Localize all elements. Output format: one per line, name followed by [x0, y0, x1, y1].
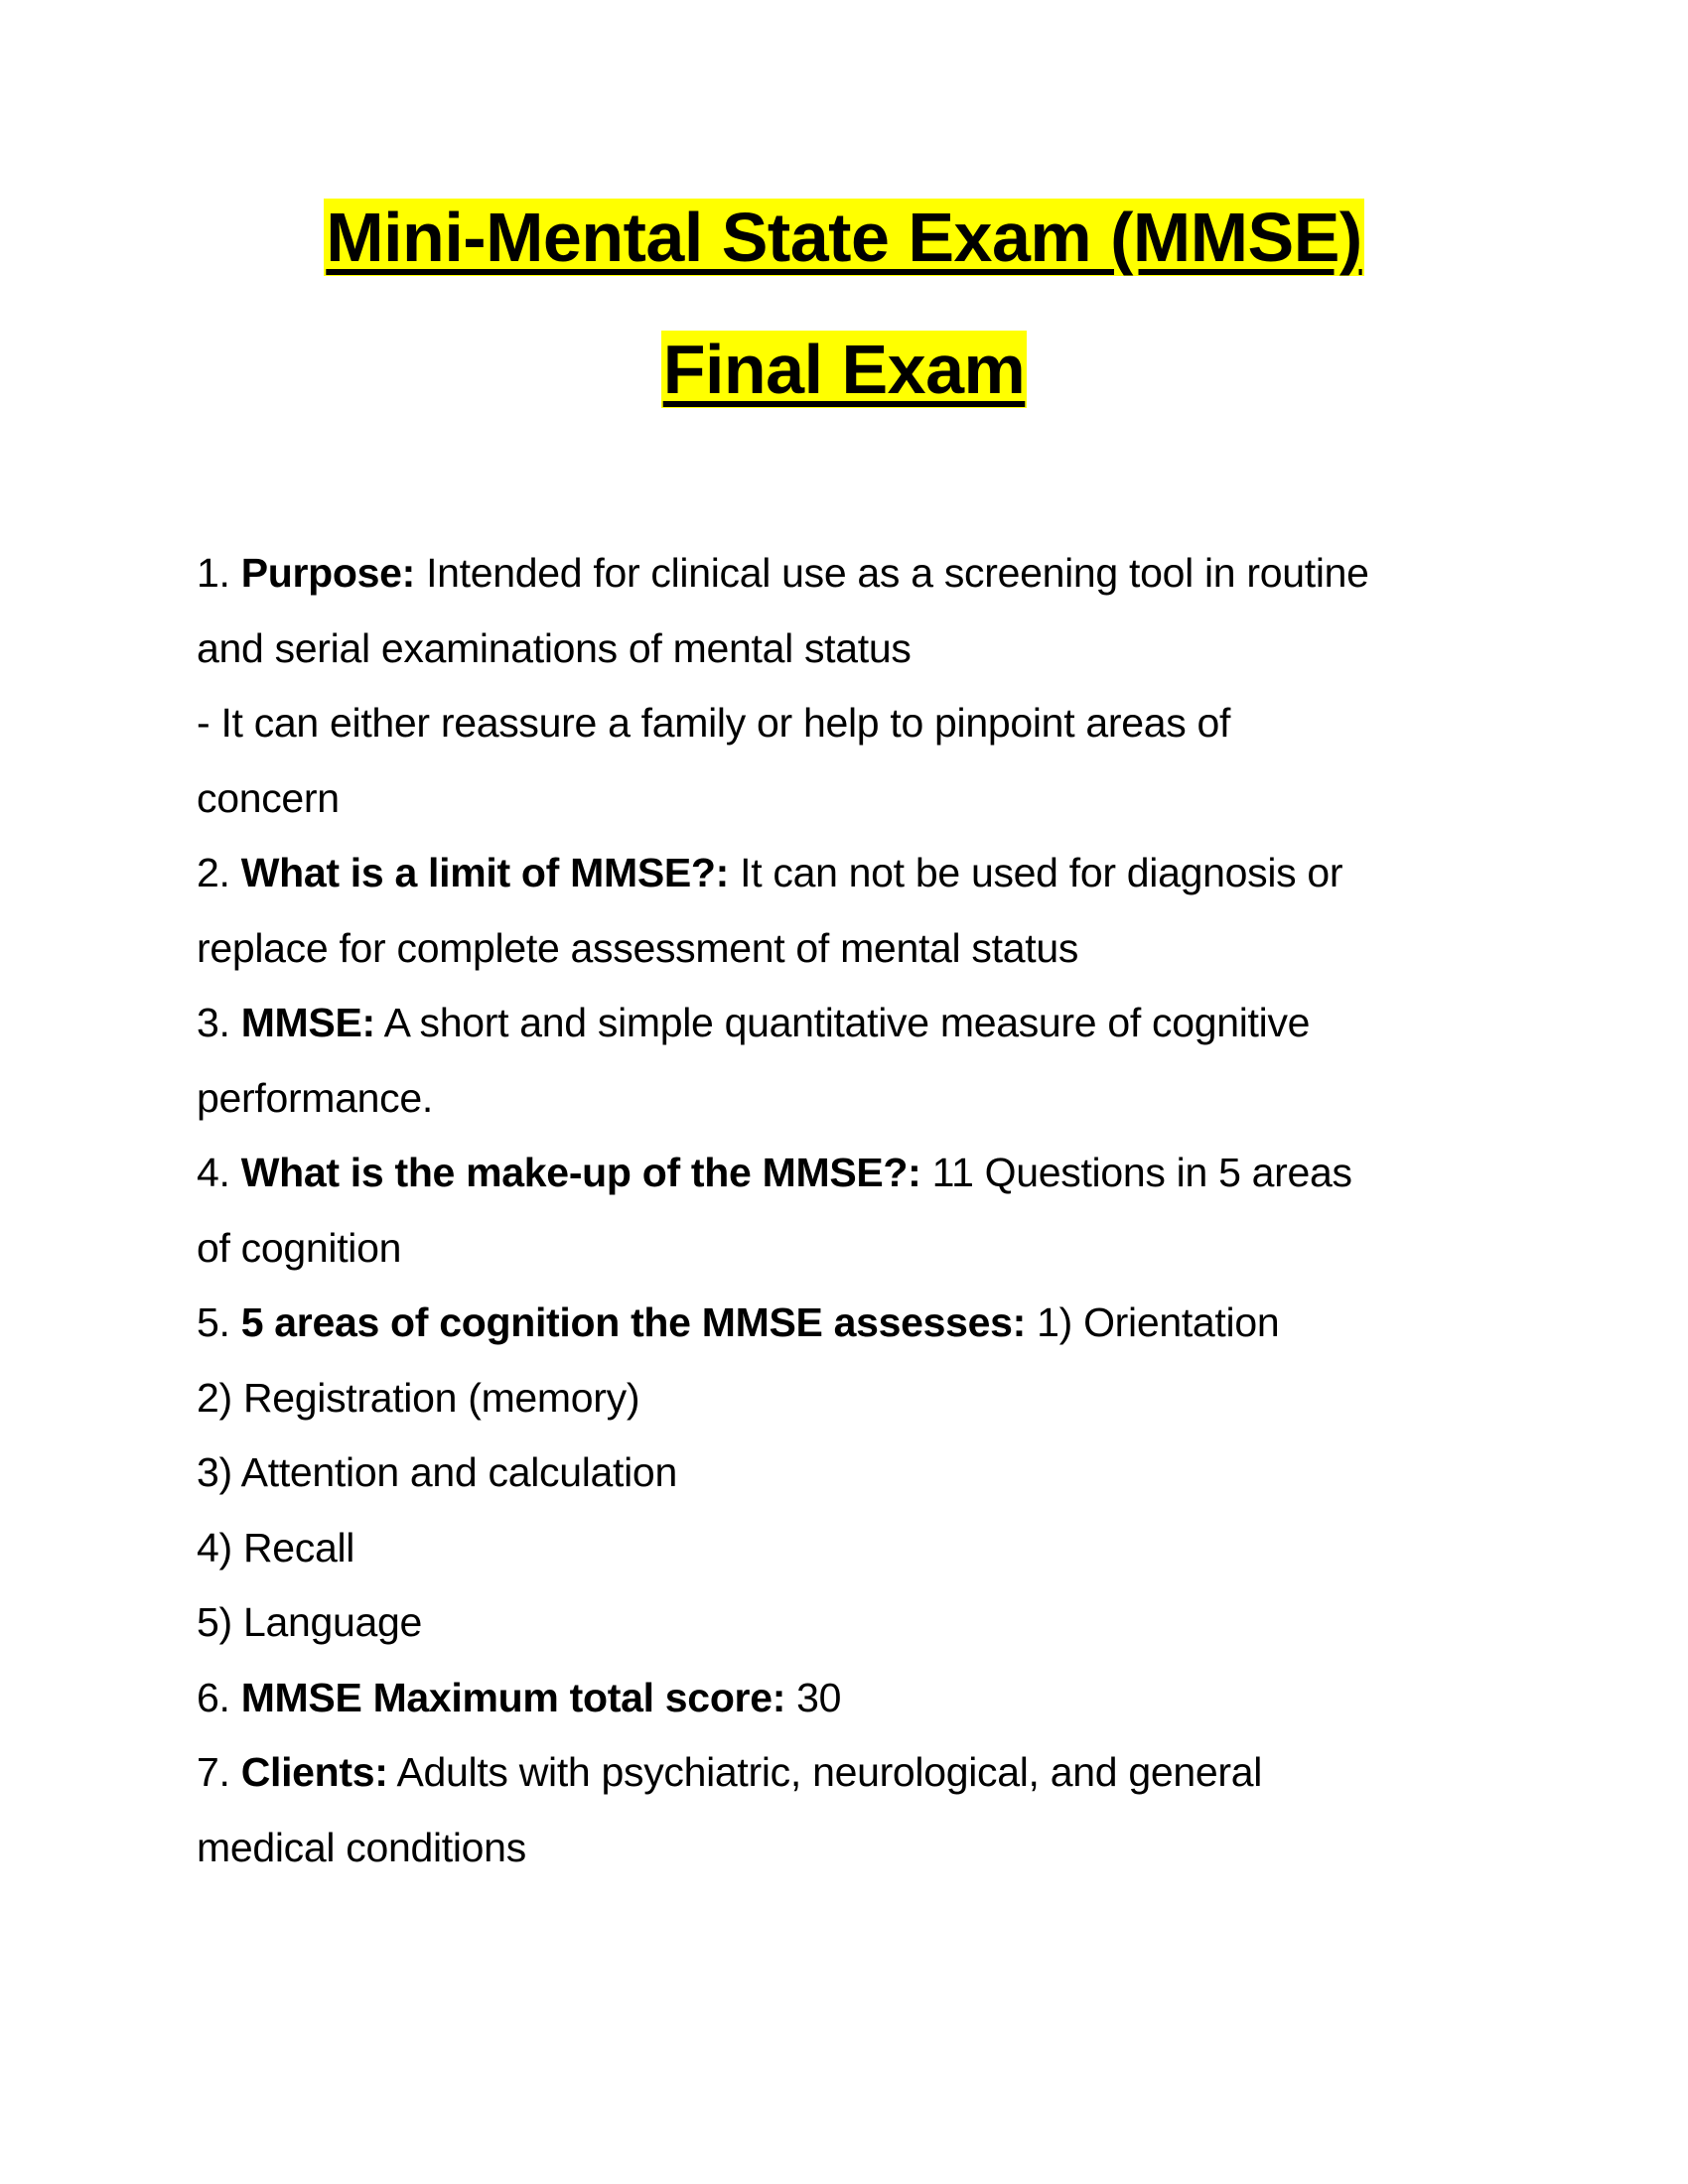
line-continuation — [197, 1811, 1507, 1886]
term-label: MMSE Maximum total score: — [240, 1674, 786, 1720]
item-number: 3. — [197, 1000, 241, 1045]
term-label: MMSE: — [240, 1000, 375, 1045]
definition-text: 30 — [785, 1674, 842, 1720]
title-line-1-container — [0, 199, 1688, 276]
line-max-score — [197, 1661, 1507, 1736]
line-purpose — [197, 536, 1507, 612]
term-label: 5 areas of cognition the MMSE assesses: — [240, 1299, 1027, 1345]
line-continuation — [197, 686, 1507, 761]
item-number: 2. — [197, 850, 241, 895]
term-label: What is a limit of MMSE?: — [240, 850, 730, 895]
definition-text: of cognition — [197, 1224, 402, 1271]
definition-text: 3) Attention and calculation — [197, 1449, 677, 1495]
definition-text: 2) Registration (memory) — [197, 1374, 640, 1421]
line-continuation — [197, 911, 1507, 987]
line-continuation — [197, 1211, 1507, 1287]
title-line-2-container — [0, 331, 1688, 408]
line-areas — [197, 1286, 1507, 1361]
line-continuation — [197, 612, 1507, 687]
definition-text: performance. — [197, 1074, 433, 1121]
definition-text: 11 Questions in 5 areas — [920, 1150, 1352, 1195]
item-number: 6. — [197, 1674, 241, 1720]
definition-text: Intended for clinical use as a screening tool in routine — [414, 550, 1369, 596]
document-title: Mini-Mental State Exam (MMSE) — [326, 199, 1362, 276]
definition-text: concern — [197, 774, 340, 821]
line-limit — [197, 836, 1507, 911]
definition-text: and serial examinations of mental status — [197, 624, 912, 671]
document-body — [197, 536, 1507, 1885]
definition-text: replace for complete assessment of mental status — [197, 924, 1079, 971]
term-label: Purpose: — [240, 550, 415, 596]
line-area-item — [197, 1435, 1507, 1511]
line-continuation — [197, 761, 1507, 837]
line-area-item — [197, 1511, 1507, 1586]
definition-text: It can not be used for diagnosis or — [729, 850, 1343, 895]
term-label: Clients: — [240, 1749, 388, 1795]
definition-text: 5) Language — [197, 1599, 422, 1645]
item-number: 1. — [197, 550, 241, 596]
definition-text: Adults with psychiatric, neurological, and general — [387, 1749, 1263, 1795]
line-area-item — [197, 1585, 1507, 1661]
definition-text: 4) Recall — [197, 1524, 355, 1570]
item-number: 4. — [197, 1150, 241, 1195]
line-mmse — [197, 986, 1507, 1061]
definition-text: - It can either reassure a family or help to pinpoint areas of — [197, 700, 1231, 746]
definition-text: medical conditions — [197, 1824, 526, 1870]
item-number: 7. — [197, 1749, 241, 1795]
line-makeup — [197, 1136, 1507, 1211]
line-clients — [197, 1735, 1507, 1811]
definition-text: 1) Orientation — [1026, 1299, 1280, 1345]
definition-text: A short and simple quantitative measure of cognitive — [374, 1000, 1311, 1045]
term-label: What is the make-up of the MMSE?: — [240, 1150, 921, 1195]
item-number: 5. — [197, 1299, 241, 1345]
line-area-item — [197, 1361, 1507, 1436]
document-subtitle: Final Exam — [662, 331, 1026, 408]
line-continuation — [197, 1061, 1507, 1137]
